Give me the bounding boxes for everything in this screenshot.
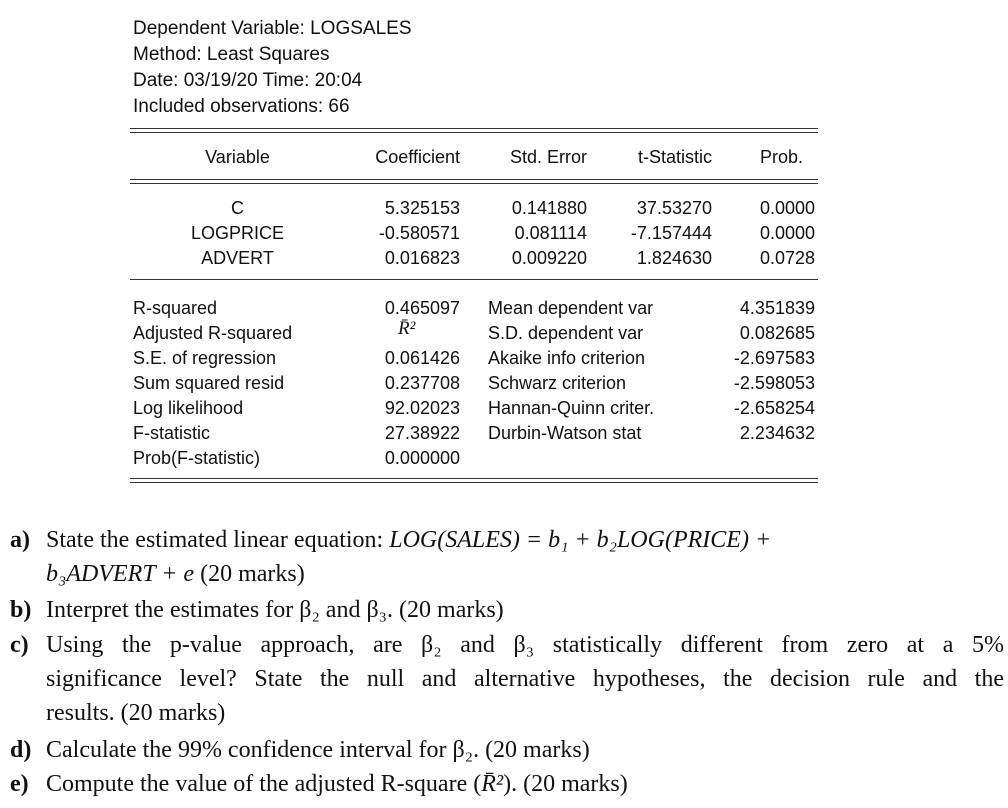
row-variable: C [231,198,244,218]
stat-value: 27.38922 [384,423,460,443]
question-label: d) [10,737,32,763]
stat-value: 0.465097 [384,298,460,318]
method: Method: Least Squares [133,44,330,65]
stat-label: Mean dependent var [488,298,654,318]
adjusted-r2-symbol: R̄² [481,771,504,797]
stat-label: F-statistic [133,423,211,443]
col-header-prob: Prob. [759,147,803,167]
col-header-variable: Variable [205,147,270,167]
question-label: c) [10,632,29,658]
stat-label: R-squared [133,298,218,318]
stat-label: Durbin-Watson stat [488,423,642,443]
stat-value: 0.082685 [739,323,815,343]
stat-label: S.D. dependent var [488,323,644,343]
stat-label: Hannan-Quinn criter. [488,398,655,418]
table-bottom-rule-2 [130,482,818,483]
row-t-stat: 1.824630 [636,248,712,268]
header-rule-2 [130,183,818,184]
stat-value: 0.237708 [384,373,460,393]
stat-value: -2.697583 [733,348,815,368]
coef-bottom-rule [130,279,818,280]
stat-label: Log likelihood [133,398,244,418]
stat-value: 0.000000 [384,448,460,468]
adjusted-r2-placeholder: R̄² [398,318,416,339]
equation: LOG(SALES) = b₁ + b₂LOG(PRICE) + [389,527,772,553]
stat-label: Sum squared resid [133,373,285,393]
observations: Included observations: 66 [133,96,350,117]
header-rule [130,179,818,180]
stat-label: Prob(F-statistic) [133,448,261,468]
row-coefficient: 0.016823 [384,248,460,268]
stat-label: Schwarz criterion [488,373,627,393]
table-top-rule-2 [130,132,818,133]
row-prob: 0.0000 [759,198,815,218]
stat-value: -2.658254 [733,398,815,418]
row-t-stat: -7.157444 [630,223,712,243]
question-label: a) [10,527,30,553]
stat-label: Akaike info criterion [488,348,646,368]
stat-label: Adjusted R-squared [133,323,293,343]
stat-value: 2.234632 [739,423,815,443]
stat-value: 0.061426 [384,348,460,368]
row-coefficient: 5.325153 [384,198,460,218]
row-coefficient: -0.580571 [378,223,460,243]
row-variable: ADVERT [201,248,274,268]
stat-value: -2.598053 [733,373,815,393]
row-prob: 0.0000 [759,223,815,243]
stat-label: S.E. of regression [133,348,277,368]
question-label: e) [10,771,29,797]
table-top-rule [130,128,818,129]
row-variable: LOGPRICE [190,223,285,243]
stat-value: 4.351839 [739,298,815,318]
row-std-error: 0.009220 [511,248,587,268]
row-t-stat: 37.53270 [636,198,712,218]
col-header-t-statistic: t-Statistic [637,147,712,167]
col-header-std-error: Std. Error [509,147,587,167]
equation: b₃ADVERT + e [46,561,195,587]
row-std-error: 0.141880 [511,198,587,218]
row-prob: 0.0728 [759,248,815,268]
col-header-coefficient: Coefficient [375,147,460,167]
table-bottom-rule [130,478,818,479]
date-time: Date: 03/19/20 Time: 20:04 [133,70,363,91]
dependent-variable: Dependent Variable: LOGSALES [133,18,412,39]
stat-value: 92.02023 [384,398,460,418]
row-std-error: 0.081114 [514,223,587,243]
question-label: b) [10,597,32,623]
